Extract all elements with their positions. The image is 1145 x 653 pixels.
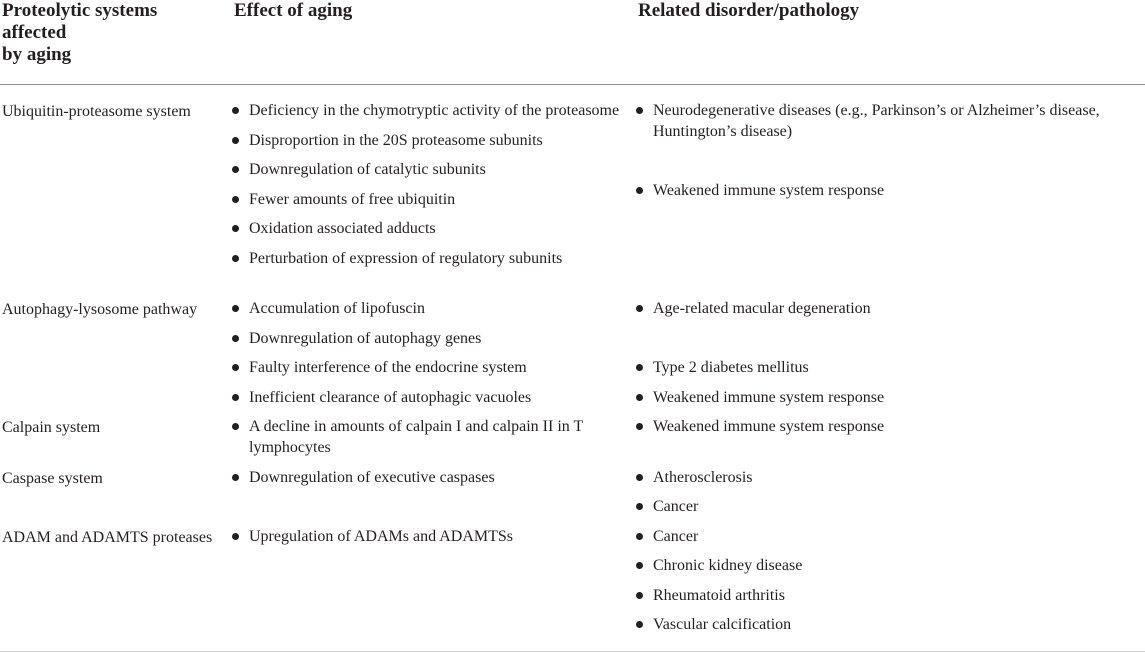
disorder-item: [636, 387, 1145, 408]
cell-system: [0, 100, 232, 122]
disorder-item-text: Weakened immune system response: [653, 418, 885, 435]
bullet-icon: [636, 621, 643, 628]
effect-item-text: Upregulation of ADAMs and ADAMTSs: [249, 527, 513, 545]
table-row: [0, 298, 1145, 416]
disorder-item: [636, 298, 1145, 319]
effect-item: [232, 130, 636, 151]
bullet-icon: [232, 394, 239, 401]
effect-item: [232, 357, 636, 378]
cell-system: [0, 298, 232, 320]
system-name: Ubiquitin-proteasome system: [2, 103, 191, 120]
effect-item-text: Downregulation of autophagy genes: [249, 329, 482, 347]
disorder-item-text: Neurodegenerative diseases (e.g., Parkinson’s or Alzheimer’s disease, Huntington’s disease): [653, 102, 1100, 140]
cell-effects: [232, 416, 636, 467]
effect-item: [232, 248, 636, 269]
bullet-icon: [232, 305, 239, 312]
effect-item-text: Oxidation associated adducts: [249, 220, 436, 237]
disorder-item-text: Chronic kidney disease: [653, 557, 803, 574]
header-related-disorder: Related disorder/pathology: [638, 0, 860, 21]
cell-effects: [232, 526, 636, 644]
disorder-item: [636, 467, 1145, 488]
disorder-item: [636, 585, 1145, 606]
disorder-item: [636, 100, 1145, 142]
disorder-item-text: Age-related macular degeneration: [653, 300, 871, 317]
bullet-icon: [232, 533, 239, 540]
bullet-icon: [636, 305, 643, 312]
table-body: [0, 100, 1145, 644]
bullet-icon: [636, 187, 643, 194]
bullet-icon: [636, 592, 643, 599]
header-effect-of-aging: Effect of aging: [234, 0, 353, 21]
disorder-item-text: Cancer: [653, 527, 699, 545]
disorder-item-text: Vascular calcification: [653, 616, 792, 633]
effect-item: [232, 298, 636, 319]
cell-disorders: [636, 416, 1145, 446]
effect-item: [232, 416, 636, 458]
bullet-icon: [636, 423, 643, 430]
disorder-item: [636, 180, 1145, 201]
effect-item: [232, 100, 636, 121]
effect-item: [232, 526, 636, 547]
system-name: Calpain system: [2, 419, 101, 436]
disorder-item-text: Atherosclerosis: [653, 468, 753, 486]
disorder-item: [636, 555, 1145, 576]
bullet-icon: [636, 364, 643, 371]
bullet-icon: [232, 423, 239, 430]
effect-item-text: Disproportion in the 20S proteasome subunits: [249, 131, 543, 149]
disorder-item: [636, 357, 1145, 378]
disorder-item: [636, 614, 1145, 635]
cell-disorders: [636, 526, 1145, 644]
bullet-icon: [636, 474, 643, 481]
table-row: [0, 526, 1145, 644]
bullet-icon: [232, 474, 239, 481]
disorder-item: [636, 416, 1145, 437]
effect-item-text: Perturbation of expression of regulatory subunits: [249, 249, 563, 267]
table-row: [0, 416, 1145, 467]
effect-item-text: Accumulation of lipofuscin: [249, 300, 425, 317]
disorder-item-text: Rheumatoid arthritis: [653, 586, 785, 604]
disorder-item-text: Cancer: [653, 498, 699, 515]
bullet-icon: [232, 255, 239, 262]
cell-system: [0, 416, 232, 438]
bullet-icon: [636, 503, 643, 510]
effect-item-text: A decline in amounts of calpain I and calpain II in T lymphocytes: [249, 418, 583, 456]
cell-disorders: [636, 467, 1145, 526]
bullet-icon: [636, 394, 643, 401]
table-bottom-rule: [0, 651, 1145, 652]
effect-item-text: Deficiency in the chymotryptic activity of the proteasome: [249, 102, 620, 119]
disorder-item: [636, 496, 1145, 517]
effect-item: [232, 189, 636, 210]
cell-disorders: [636, 298, 1145, 416]
bullet-icon: [636, 533, 643, 540]
header-proteolytic-systems: Proteolytic systems affected by aging: [2, 0, 158, 65]
system-name: Caspase system: [2, 469, 103, 487]
cell-system: [0, 467, 232, 489]
bullet-icon: [232, 137, 239, 144]
effect-item-text: Faulty interference of the endocrine system: [249, 359, 527, 376]
effect-item: [232, 467, 636, 488]
effect-item-text: Inefficient clearance of autophagic vacuoles: [249, 388, 532, 406]
cell-system: [0, 526, 232, 548]
effect-item-text: Downregulation of executive caspases: [249, 468, 495, 486]
table-row: [0, 100, 1145, 298]
bullet-icon: [232, 196, 239, 203]
bullet-icon: [232, 225, 239, 232]
effect-item-text: Downregulation of catalytic subunits: [249, 161, 486, 178]
system-name: ADAM and ADAMTS proteases: [2, 528, 213, 546]
effect-item: [232, 218, 636, 239]
bullet-icon: [232, 166, 239, 173]
effect-item: [232, 159, 636, 180]
cell-effects: [232, 467, 636, 526]
bullet-icon: [636, 107, 643, 114]
cell-effects: [232, 298, 636, 416]
cell-effects: [232, 100, 636, 277]
bullet-icon: [232, 107, 239, 114]
effect-item: [232, 328, 636, 349]
disorder-item-text: Weakened immune system response: [653, 182, 885, 199]
bullet-icon: [636, 562, 643, 569]
disorder-item: [636, 526, 1145, 547]
system-name: Autophagy-lysosome pathway: [2, 301, 198, 318]
disorder-item-text: Type 2 diabetes mellitus: [653, 359, 809, 376]
disorder-item-text: Weakened immune system response: [653, 388, 885, 406]
bullet-icon: [232, 335, 239, 342]
cell-disorders: [636, 100, 1145, 298]
table-header: [0, 0, 1145, 85]
table-row: [0, 467, 1145, 526]
effect-item-text: Fewer amounts of free ubiquitin: [249, 190, 456, 208]
bullet-icon: [232, 364, 239, 371]
effect-item: [232, 387, 636, 408]
